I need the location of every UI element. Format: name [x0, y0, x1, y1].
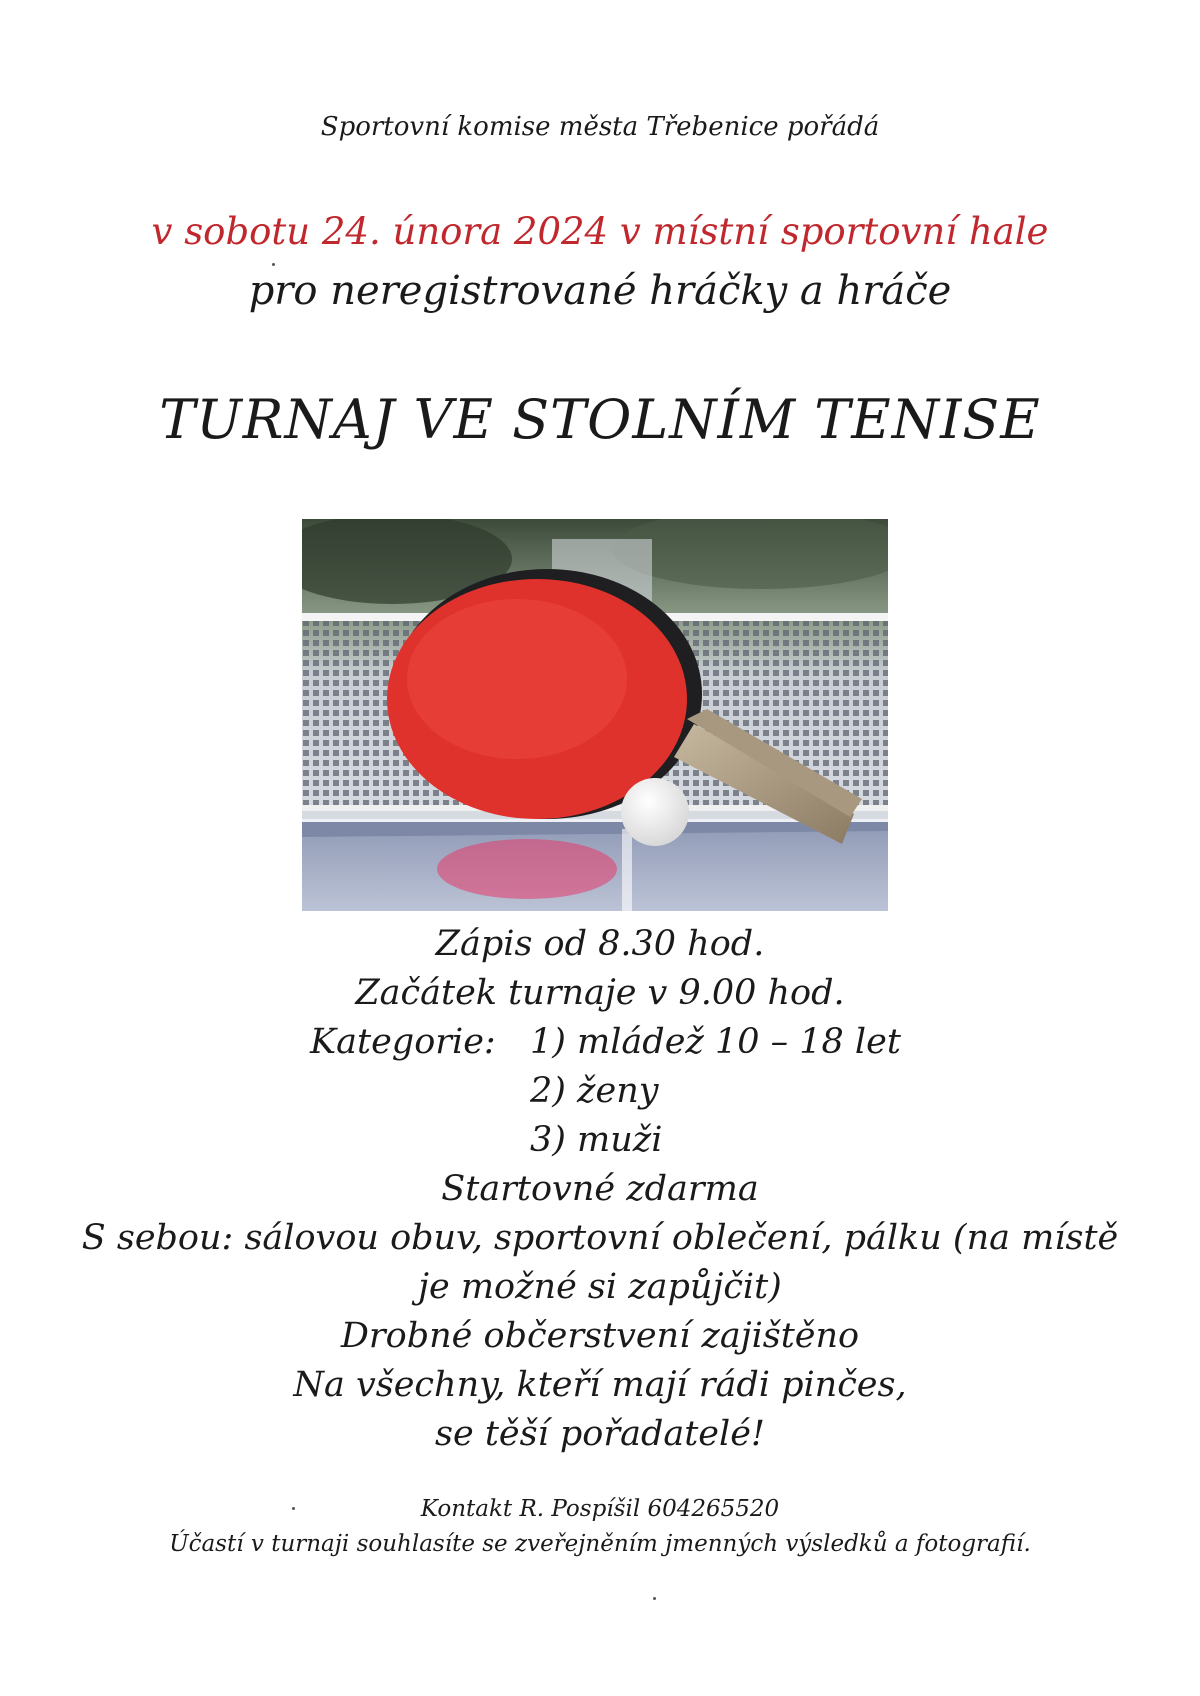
- bring-along-line: S sebou: sálovou obuv, sportovní oblečení, pálku (na místě: [81, 1218, 1119, 1258]
- refreshments-line: Drobné občerstvení zajištěno: [340, 1316, 860, 1356]
- categories-label: Kategorie:: [310, 1022, 496, 1062]
- scan-speck: [272, 263, 275, 266]
- categories-row: [0, 1018, 1200, 1067]
- details-block: [0, 920, 1200, 1459]
- poster-title: TURNAJ VE STOLNÍM TENISE: [159, 388, 1041, 451]
- organizer-line: Sportovní komise města Třebenice pořádá: [320, 112, 880, 142]
- bring-along-line: je možné si zapůjčit): [418, 1267, 782, 1307]
- categories-row: [0, 1116, 1200, 1165]
- registration-time: Zápis od 8.30 hod.: [435, 924, 765, 964]
- scan-speck: [292, 1507, 295, 1510]
- start-time: Začátek turnaje v 9.00 hod.: [355, 973, 845, 1013]
- date-venue-line: v sobotu 24. února 2024 v místní sportovní hale: [151, 210, 1049, 253]
- category-item: 3) muži: [530, 1120, 663, 1160]
- table-tennis-photo: [302, 519, 888, 911]
- category-item: 2) ženy: [530, 1071, 659, 1111]
- categories-row: [0, 1067, 1200, 1116]
- closing-line: Na všechny, kteří mají rádi pinčes,: [293, 1365, 907, 1405]
- closing-line: se těší pořadatelé!: [435, 1414, 765, 1454]
- contact-line: Kontakt R. Pospíšil 604265520: [420, 1496, 780, 1522]
- consent-note: Účastí v turnaji souhlasíte se zveřejněním jmenných výsledků a fotografií.: [169, 1531, 1031, 1557]
- audience-line: pro neregistrované hráčky a hráče: [248, 268, 952, 314]
- entry-fee: Startovné zdarma: [441, 1169, 759, 1209]
- category-item: 1) mládež 10 – 18 let: [530, 1022, 901, 1062]
- scan-speck: [653, 1597, 656, 1600]
